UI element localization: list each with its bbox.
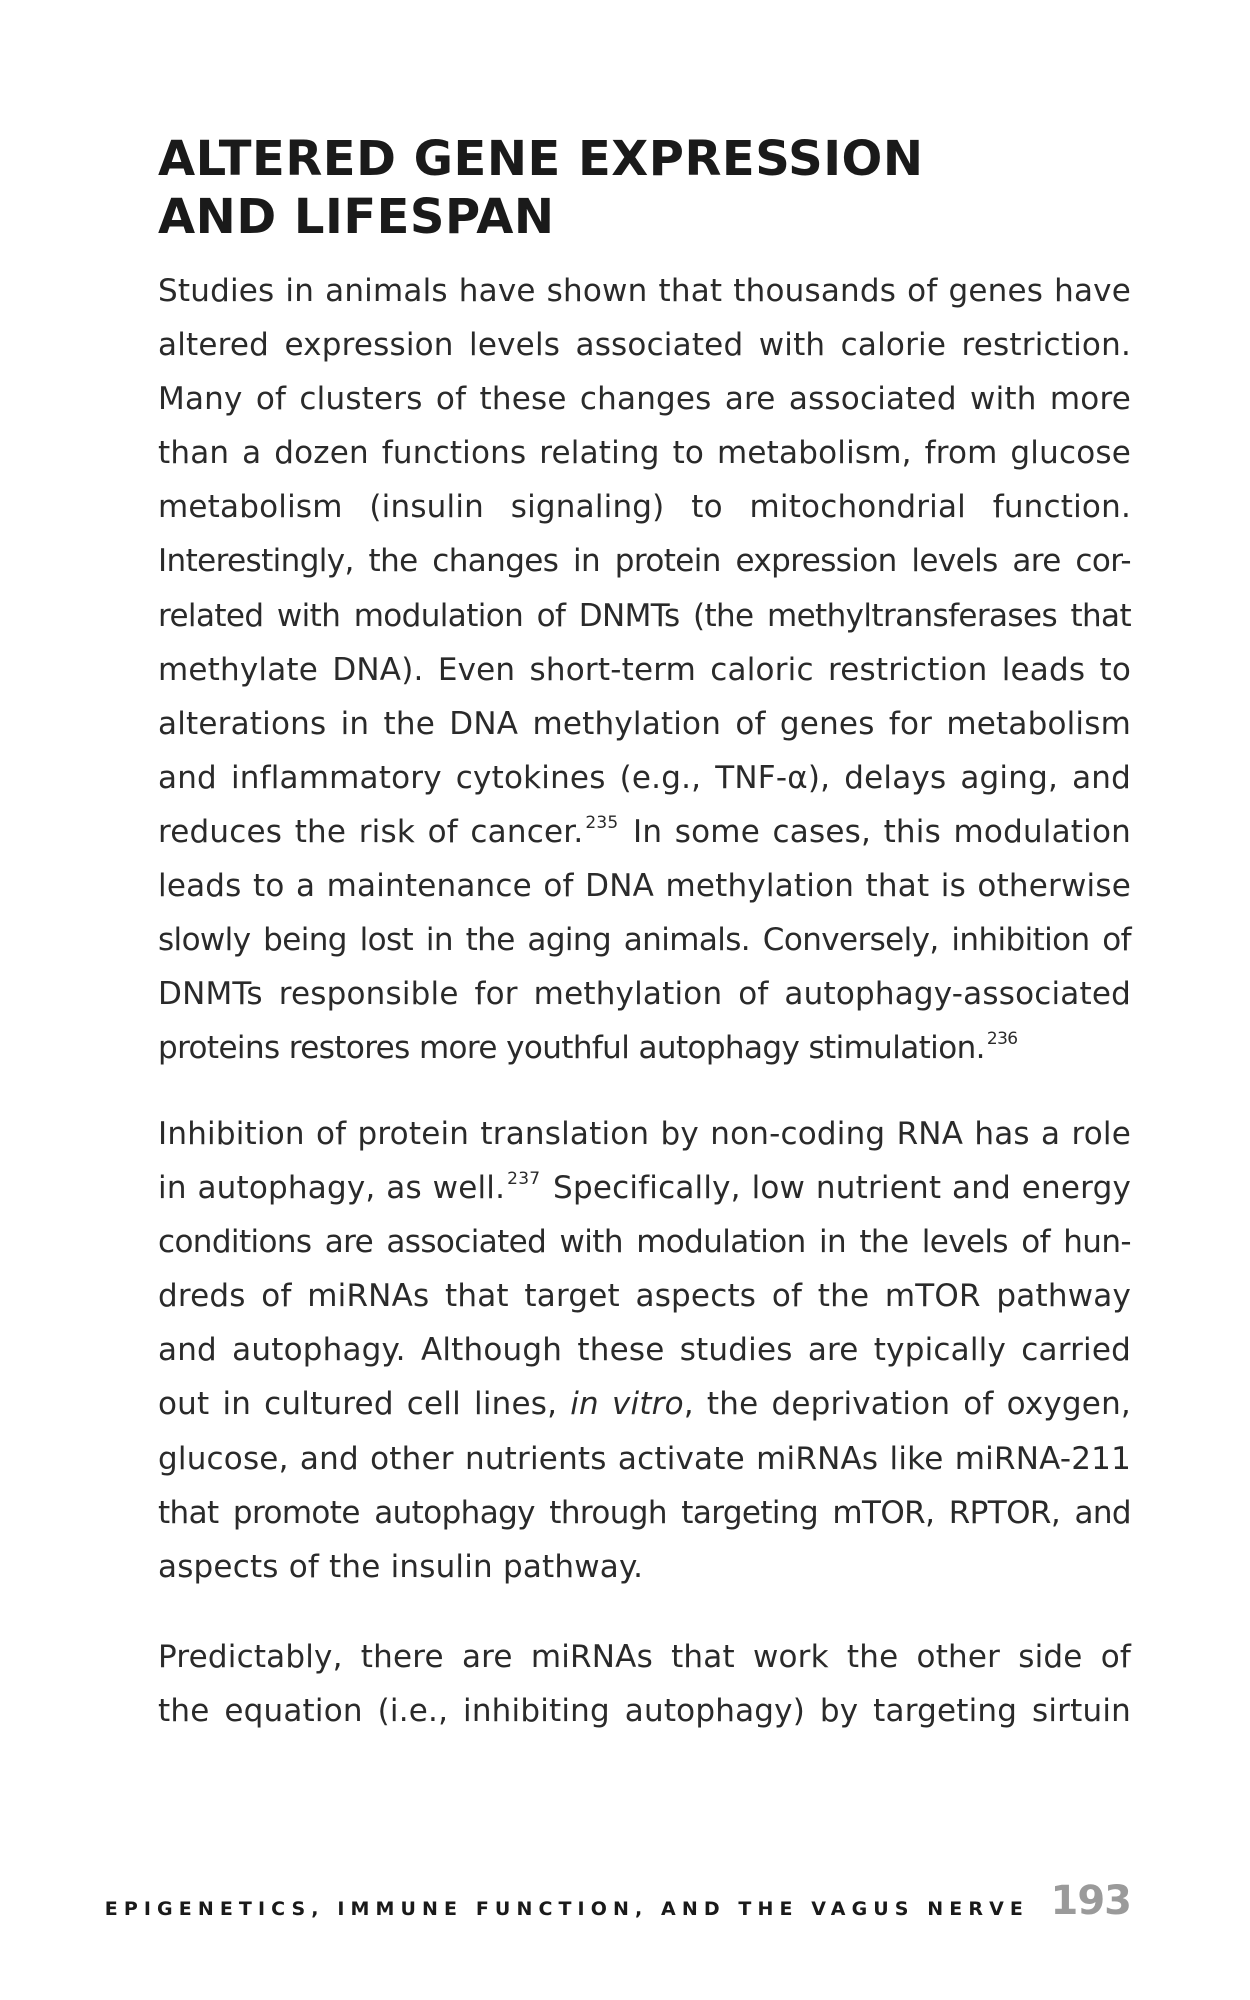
text-line xyxy=(158,1021,1131,1075)
text-line: Predictably, there are miRNAs that work the other side of xyxy=(158,1639,1131,1675)
text-line: Interestingly, the changes in protein expression levels are cor- xyxy=(158,543,1131,580)
section-heading-line-2: AND LIFESPAN xyxy=(158,189,555,245)
text-fragment: proteins restores more youthful autophagy stimulation. xyxy=(158,1030,985,1067)
text-line: Studies in animals have shown that thousands of genes have xyxy=(158,273,1131,309)
text-line: DNMTs responsible for methylation of autophagy-associated xyxy=(158,976,1131,1013)
text-line: Many of clusters of these changes are associated with more xyxy=(158,381,1131,418)
text-line: slowly being lost in the aging animals. Conversely, inhibition of xyxy=(158,922,1131,959)
text-line: related with modulation of DNMTs (the methyltransferases that xyxy=(158,597,1131,634)
text-line: metabolism (insulin signaling) to mitochondrial function. xyxy=(158,489,1131,526)
text-line: and autophagy. Although these studies are typically carried xyxy=(158,1332,1131,1369)
text-fragment: , the deprivation of oxygen, xyxy=(683,1386,1131,1423)
text-fragment: out in cultured cell lines, xyxy=(158,1386,571,1423)
paragraph-non-coding-rna xyxy=(158,1107,1131,1594)
text-line: than a dozen functions relating to metabolism, from glucose xyxy=(158,435,1131,472)
text-line: aspects of the insulin pathway. xyxy=(158,1548,644,1585)
footnote-ref-235[interactable]: 235 xyxy=(585,812,619,833)
paragraph-mirna-sirtuin xyxy=(158,1630,1131,1738)
section-heading xyxy=(158,130,1118,246)
text-line: conditions are associated with modulation in the levels of hun- xyxy=(158,1224,1131,1261)
page-footer xyxy=(104,1878,1131,1938)
text-fragment: in autophagy, as well. xyxy=(158,1170,506,1207)
running-head: EPIGENETICS, IMMUNE FUNCTION, AND THE VAGUS NERVE xyxy=(104,1898,1029,1920)
text-line: dreds of miRNAs that target aspects of the mTOR pathway xyxy=(158,1278,1131,1315)
text-fragment: reduces the risk of cancer. xyxy=(158,813,584,850)
text-line: that promote autophagy through targeting mTOR, RPTOR, and xyxy=(158,1494,1131,1531)
text-line xyxy=(158,1161,1131,1215)
paragraph-calorie-restriction xyxy=(158,264,1131,1075)
text-line: methylate DNA). Even short-term caloric restriction leads to xyxy=(158,651,1131,688)
text-line: altered expression levels associated with calorie restriction. xyxy=(158,327,1131,364)
text-line: glucose, and other nutrients activate miRNAs like miRNA-211 xyxy=(158,1440,1131,1477)
text-line: and inflammatory cytokines (e.g., TNF-α), delays aging, and xyxy=(158,759,1131,796)
text-line xyxy=(158,805,1131,859)
text-line: the equation (i.e., inhibiting autophagy) by targeting sirtuin xyxy=(158,1693,1131,1730)
text-line xyxy=(158,1377,1131,1431)
text-fragment: In some cases, this modulation xyxy=(620,813,1131,850)
text-line: alterations in the DNA methylation of genes for metabolism xyxy=(158,705,1131,742)
footnote-ref-236[interactable]: 236 xyxy=(986,1029,1018,1050)
italic-term: in vitro xyxy=(570,1386,684,1423)
text-line: leads to a maintenance of DNA methylation that is otherwise xyxy=(158,868,1131,905)
page-number: 193 xyxy=(1050,1878,1131,1924)
footnote-ref-237[interactable]: 237 xyxy=(507,1169,541,1190)
text-fragment: Specifically, low nutrient and energy xyxy=(542,1170,1132,1207)
text-line: Inhibition of protein translation by non-coding RNA has a role xyxy=(158,1116,1131,1152)
section-heading-line-1: ALTERED GENE EXPRESSION xyxy=(158,131,924,187)
